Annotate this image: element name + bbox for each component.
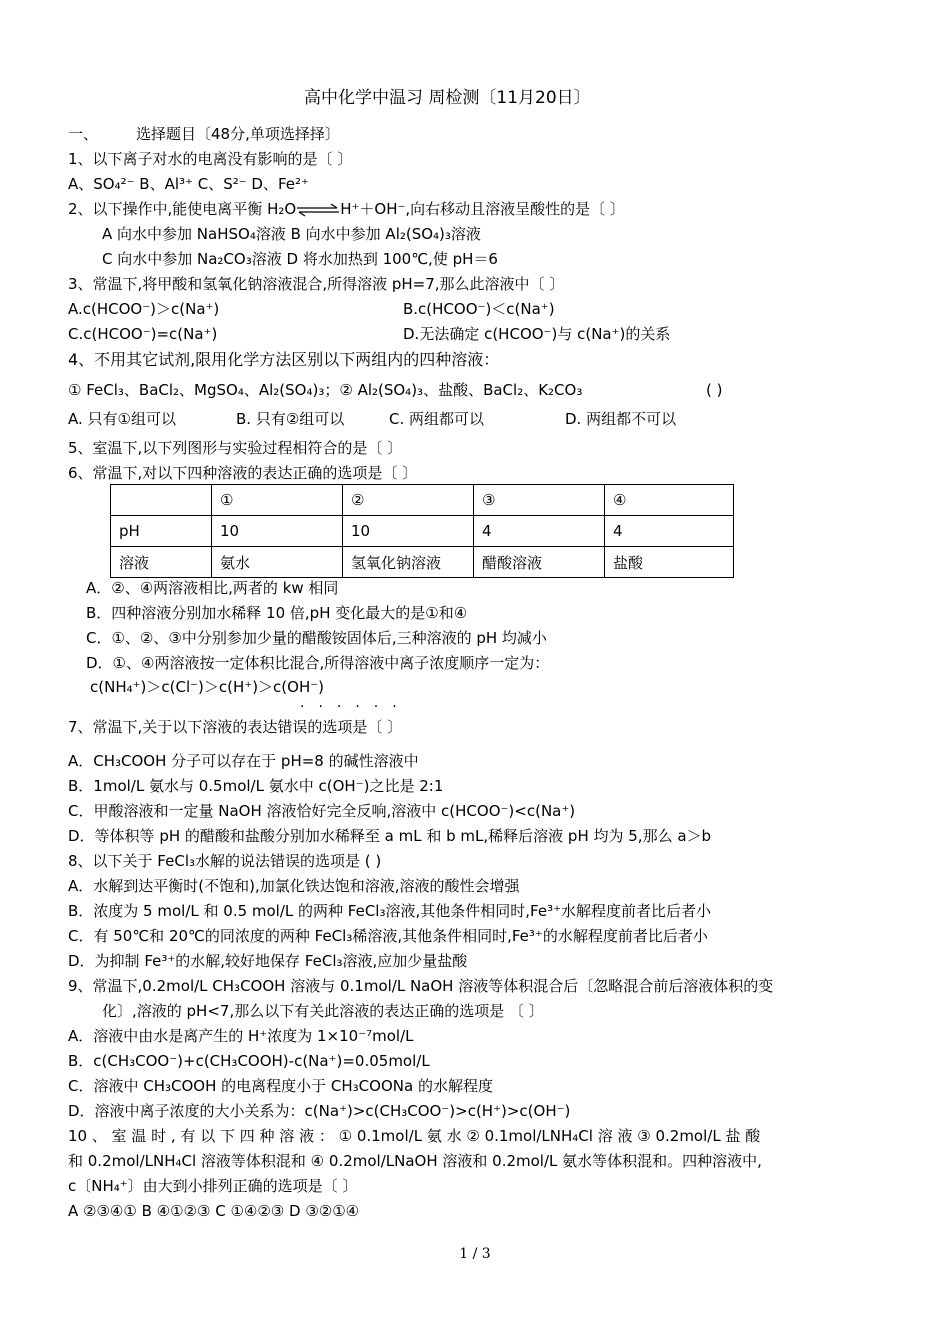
equilibrium-arrow-icon (296, 203, 340, 217)
q10-line2: 和 0.2mol/LNH₄Cl 溶液等体积混和 ④ 0.2mol/LNaOH 溶液和 0.2mol/L 氨水等体积混和。四种溶液中, (68, 1152, 762, 1170)
q6-option-d: D．①、④两溶液按一定体积比混合,所得溶液中离子浓度顺序一定为： (86, 654, 550, 672)
q4-stem: 4、不用其它试剂,限用化学方法区别以下两组内的四种溶液： (68, 350, 500, 369)
section-number: 一、 (68, 125, 99, 143)
table-cell: 盐酸 (605, 547, 734, 578)
q2-options-ab: A 向水中参加 NaHSO₄溶液 B 向水中参加 Al₂(SO₄)₃溶液 (102, 225, 481, 243)
q7-option-d: D．等体积等 pH 的醋酸和盐酸分别加水稀释至 a mL 和 b mL,稀释后溶液 pH 均为 5,那么 a＞b (68, 827, 712, 845)
q3-option-a: A.c(HCOO⁻)＞c(Na⁺) (68, 300, 220, 318)
q3-option-d: D.无法确定 c(HCOO⁻)与 c(Na⁺)的关系 (403, 325, 671, 343)
q4-paren: ( ) (706, 381, 723, 399)
table-cell: ③ (474, 485, 605, 516)
q2-options-cd: C 向水中参加 Na₂CO₃溶液 D 将水加热到 100℃,使 pH＝6 (102, 250, 498, 268)
table-cell: ② (343, 485, 474, 516)
q8-option-a: A．水解到达平衡时(不饱和),加氯化铁达饱和溶液,溶液的酸性会增强 (68, 877, 520, 895)
q1-stem: 1、以下离子对水的电离没有影响的是〔 〕 (68, 150, 353, 168)
q7-option-c: C．甲酸溶液和一定量 NaOH 溶液恰好完全反响,溶液中 c(HCOO⁻)<c(Na⁺) (68, 802, 576, 820)
q2-stem (68, 199, 625, 219)
table-cell (111, 485, 212, 516)
page-title: 高中化学中温习 周检测〔11月20日〕 (304, 88, 591, 108)
q10-options: A ②③④① B ④①②③ C ①④②③ D ③②①④ (68, 1202, 360, 1220)
table-cell: 4 (605, 516, 734, 547)
q4-option-c: C. 两组都可以 (389, 410, 485, 428)
q7-option-a: A．CH₃COOH 分子可以存在于 pH=8 的碱性溶液中 (68, 752, 419, 770)
table-header-row (111, 485, 734, 516)
q2-stem-post: H⁺＋OH⁻,向右移动且溶液呈酸性的是〔 〕 (340, 200, 625, 218)
table-row (111, 516, 734, 547)
q7-stem: 7、常温下,关于以下溶液的表达错误的选项是〔 〕 (68, 718, 403, 736)
q6-option-d-formula: c(NH₄⁺)＞c(Cl⁻)＞c(H⁺)＞c(OH⁻) (90, 678, 324, 696)
q9-option-b: B．c(CH₃COO⁻)+c(CH₃COOH)-c(Na⁺)=0.05mol/L (68, 1052, 430, 1070)
emphasis-dots: ······ (300, 699, 411, 715)
q6-option-a: A．②、④两溶液相比,两者的 kw 相同 (86, 579, 339, 597)
q4-groups: ① FeCl₃、BaCl₂、MgSO₄、Al₂(SO₄)₃；② Al₂(SO₄)₃、盐酸、BaCl₂、K₂CO₃ (68, 381, 583, 399)
solutions-table (110, 484, 734, 578)
q3-option-c: C.c(HCOO⁻)=c(Na⁺) (68, 325, 218, 343)
table-cell: 10 (212, 516, 343, 547)
q9-option-a: A．溶液中由水是离产生的 H⁺浓度为 1×10⁻⁷mol/L (68, 1027, 414, 1045)
q9-option-c: C．溶液中 CH₃COOH 的电离程度小于 CH₃COONa 的水解程度 (68, 1077, 493, 1095)
q4-option-d: D. 两组都不可以 (565, 410, 677, 428)
q3-stem: 3、常温下,将甲酸和氢氧化钠溶液混合,所得溶液 pH=7,那么此溶液中〔 〕 (68, 275, 565, 293)
table-cell: ④ (605, 485, 734, 516)
table-cell: 10 (343, 516, 474, 547)
q8-option-b: B．浓度为 5 mol/L 和 0.5 mol/L 的两种 FeCl₃溶液,其他条件相同时,Fe³⁺水解程度前者比后者小 (68, 902, 711, 920)
q9-stem-line1: 9、常温下,0.2mol/L CH₃COOH 溶液与 0.1mol/L NaOH 溶液等体积混合后〔忽略混合前后溶液体积的变 (68, 977, 774, 995)
q6-stem: 6、常温下,对以下四种溶液的表达正确的选项是〔 〕 (68, 464, 418, 482)
q9-stem-line2: 化〕,溶液的 pH<7,那么以下有关此溶液的表达正确的选项是 〔 〕 (102, 1002, 544, 1020)
q10-line1: 10 、 室 温 时 , 有 以 下 四 种 溶 液 ： ① 0.1mol/L 氨 水 ② 0.1mol/LNH₄Cl 溶 液 ③ 0.2mol/L 盐 酸 (68, 1127, 761, 1145)
q3-option-b: B.c(HCOO⁻)＜c(Na⁺) (403, 300, 555, 318)
q8-option-d: D．为抑制 Fe³⁺的水解,较好地保存 FeCl₃溶液,应加少量盐酸 (68, 952, 468, 970)
table-cell: 氨水 (212, 547, 343, 578)
table-cell: ① (212, 485, 343, 516)
table-cell: 溶液 (111, 547, 212, 578)
table-cell: 氢氧化钠溶液 (343, 547, 474, 578)
table-row (111, 547, 734, 578)
q8-stem: 8、以下关于 FeCl₃水解的说法错误的选项是 ( ) (68, 852, 382, 870)
q5-stem: 5、室温下,以下列图形与实验过程相符合的是〔 〕 (68, 439, 403, 457)
q7-option-b: B．1mol/L 氨水与 0.5mol/L 氨水中 c(OH⁻)之比是 2:1 (68, 777, 444, 795)
q8-option-c: C．有 50℃和 20℃的同浓度的两种 FeCl₃稀溶液,其他条件相同时,Fe³⁺的水解程度前者比后者小 (68, 927, 708, 945)
table-cell: pH (111, 516, 212, 547)
q2-stem-pre: 2、以下操作中,能使电离平衡 H₂O (68, 200, 297, 218)
q6-option-b: B．四种溶液分别加水稀释 10 倍,pH 变化最大的是①和④ (86, 604, 468, 622)
q10-line3: c〔NH₄⁺〕由大到小排列正确的选项是〔 〕 (68, 1177, 358, 1195)
table-cell: 4 (474, 516, 605, 547)
q4-option-a: A. 只有①组可以 (68, 410, 176, 428)
q1-options: A、SO₄²⁻ B、Al³⁺ C、S²⁻ D、Fe²⁺ (68, 175, 309, 193)
page-number: 1 / 3 (459, 1246, 491, 1262)
section-heading: 选择题目〔48分,单项选择择〕 (136, 125, 340, 143)
table-cell: 醋酸溶液 (474, 547, 605, 578)
q4-option-b: B. 只有②组可以 (236, 410, 345, 428)
q9-option-d: D．溶液中离子浓度的大小关系为：c(Na⁺)>c(CH₃COO⁻)>c(H⁺)>c(OH⁻) (68, 1102, 571, 1120)
q6-option-c: C．①、②、③中分别参加少量的醋酸铵固体后,三种溶液的 pH 均减小 (86, 629, 547, 647)
